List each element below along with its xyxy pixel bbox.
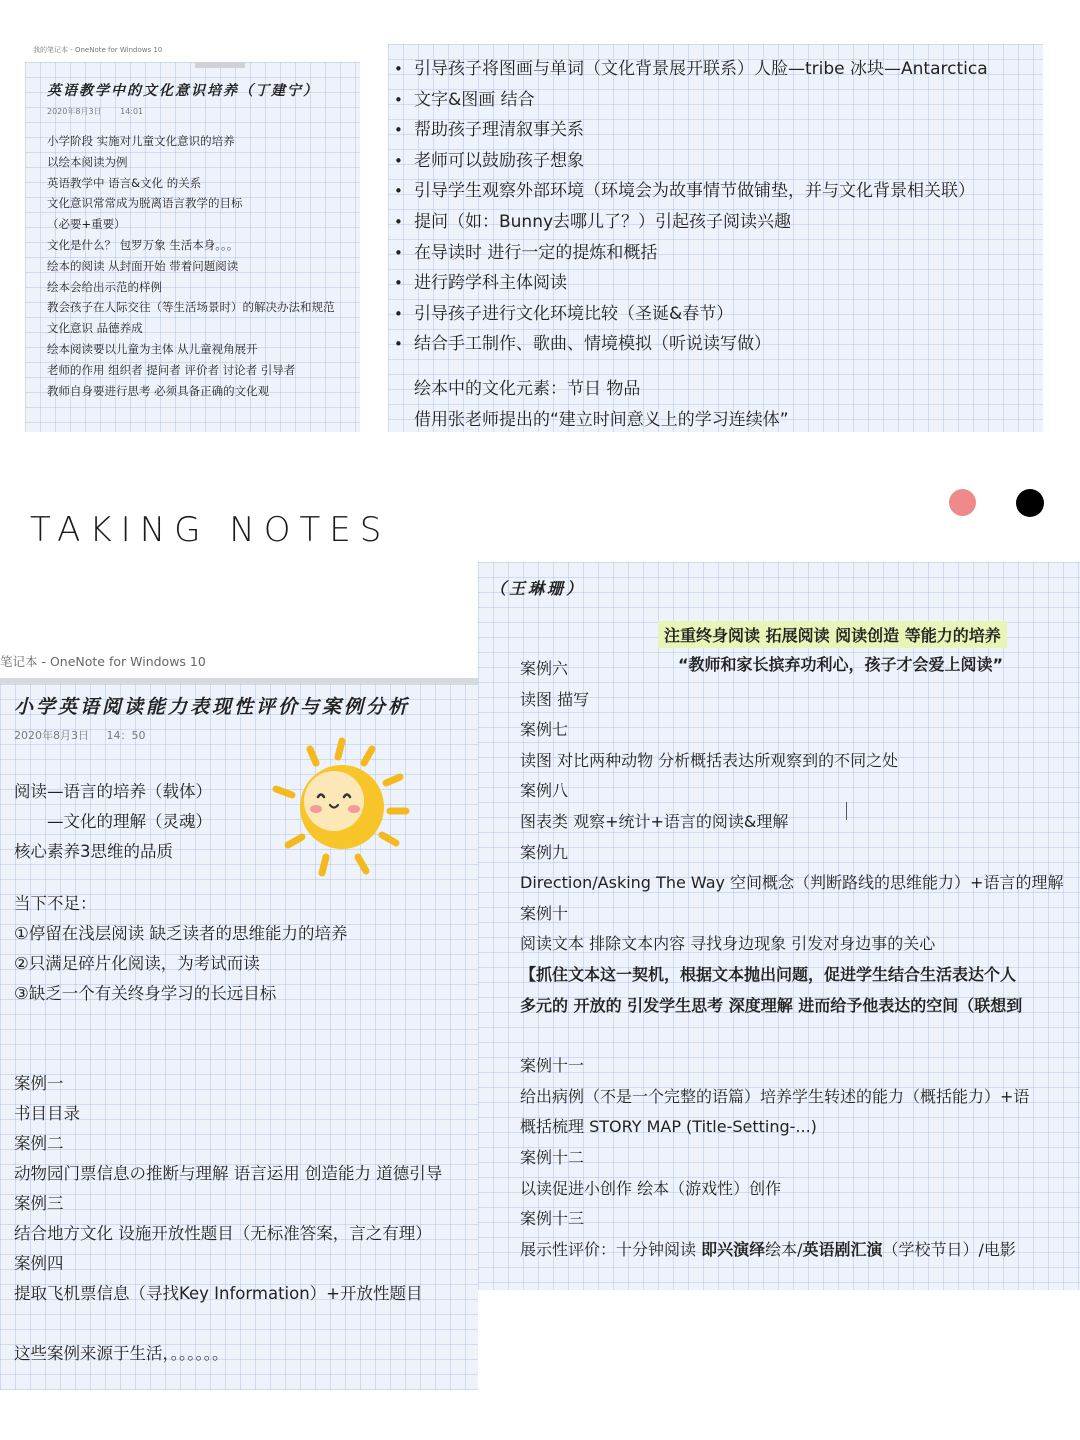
bullet-item: • 老师可以鼓励孩子想象 [394,146,1043,177]
page-meta [47,106,348,117]
note-line: 案例十一 [520,1056,585,1076]
note-line: 案例七 [520,720,569,740]
page-time: 14:01 [120,107,144,116]
quote-text: “教师和家长摈弃功利心，孩子才会爱上阅读” [678,655,1004,674]
page-title: 小学英语阅读能力表现性评价与案例分析 [14,696,411,718]
highlighted-text: 注重终身阅读 拓展阅读 阅读创造 等能力的培养 [658,621,1007,648]
note-line: 当下不足： [14,894,97,913]
onenote-window-title: 笔记本 - OneNote for Windows 10 [0,654,206,669]
note-line: 借用张老师提出的“建立时间意义上的学习连续体” [414,409,789,430]
note-line: 核心素养3思维的品质 [14,842,173,861]
note-line: 文化意识常常成为脱离语言教学的目标 [47,196,243,211]
sun-sticker-icon [268,735,416,883]
note-line: 阅读文本 排除文本内容 寻找身边现象 引发对身边事的关心 [520,934,936,954]
author-label: （王琳珊） [490,579,586,598]
note-line: 英语教学中 语言&文化 的关系 [47,175,202,190]
note-line: 教会孩子在人际交往（等生活场景时）的解决办法和规范 [47,300,335,315]
note-line: 绘本中的文化元素：节日 物品 [414,378,641,399]
note-line: 案例十二 [520,1147,585,1167]
note-line: 提取飞机票信息（寻找Key Information）+开放性题目 [14,1284,423,1303]
note-line: 阅读—语言的培养（载体） [14,782,212,801]
note-line: 老师的作用 组织者 提问者 评价者 讨论者 引导者 [47,362,296,377]
note-line: 案例十 [520,903,569,923]
note-line: 结合地方文化 设施开放性题目（无标准答案，言之有理） [14,1224,432,1243]
note-line: 案例一 [14,1074,64,1093]
note-panel-picture-book [388,44,1043,432]
note-line: 绘本的阅读 从封面开始 带着问题阅读 [47,258,239,273]
text-span-bold: 英语剧汇演 [802,1239,883,1259]
bullet-item: • 结合手工制作、歌曲、情境模拟（听说读写做） [394,329,1043,360]
note-line: 以读促进小创作 绘本（游戏性）创作 [520,1178,782,1198]
bullet-item: • 文字&图画 结合 [394,85,1043,116]
note-panel-culture-awareness [25,62,360,432]
note-line: 这些案例来源于生活，。。。。。。 [14,1344,229,1363]
text-span: （学校节日）/电影 [882,1239,1016,1259]
note-line: 案例三 [14,1194,64,1213]
page-date: 2020年8月3日 [47,107,102,116]
note-line: 图表类 观察+统计+语言的阅读&理解 [520,811,789,831]
note-line: 案例十三 [520,1209,585,1229]
bullet-item: • 引导学生观察外部环境（环境会为故事情节做铺垫，并与文化背景相关联） [394,176,1043,207]
note-line: 案例四 [14,1254,64,1273]
bullet-item: • 提问（如：Bunny去哪儿了？）引起孩子阅读兴趣 [394,207,1043,238]
note-line: Direction/Asking The Way 空间概念（判断路线的思维能力）+语言的理解 [520,873,1064,893]
bullet-list [394,54,1043,360]
text-span-bold: 即兴演绎 [701,1239,766,1259]
bullet-item: • 进行跨学科主体阅读 [394,268,1043,299]
note-line: （必要+重要） [47,217,126,232]
note-line: 案例八 [520,781,569,801]
text-span: 绘本/ [765,1239,803,1259]
note-body [47,131,348,401]
page-date: 2020年8月3日 [14,729,89,742]
pink-dot-decoration [949,489,976,516]
note-line-mixed [520,1235,1080,1266]
bullet-item: • 帮助孩子理清叙事关系 [394,115,1043,146]
note-line: 文化意识 品德养成 [47,321,143,336]
note-line: 绘本阅读要以儿童为主体 从儿童视角展开 [47,341,258,356]
note-line: 读图 对比两种动物 分析概括表达所观察到的不同之处 [520,750,899,770]
note-line: 动物园门票信息の推断与理解 语言运用 创造能力 道德引导 [14,1164,443,1183]
note-line: 案例六 [520,659,569,678]
note-line: ①停留在浅层阅读 缺乏读者的思维能力的培养 [14,924,348,943]
note-line: 教师自身要进行思考 必须具备正确的文化观 [47,383,270,398]
note-line: ③缺乏一个有关终身学习的长远目标 [14,984,277,1003]
bullet-item: • 在导读时 进行一定的提炼和概括 [394,238,1043,269]
note-line: 案例二 [14,1134,64,1153]
note-line: 书目目录 [14,1104,80,1123]
note-body [520,654,1080,1265]
bullet-item: • 引导孩子将图画与单词（文化背景展开联系）人脸—tribe 冰块—Antarctica [394,54,1043,85]
note-line-bold: 【抓住文本这一契机，根据文本抛出问题，促进学生结合生活表达个人 [520,964,1017,984]
note-line: 以绘本阅读为例 [47,154,128,169]
note-line: 小学阶段 实施对儿童文化意识的培养 [47,134,235,148]
note-line: 案例九 [520,842,569,862]
note-line-bold: 多元的 开放的 引发学生思考 深度理解 进而给予他表达的空间（联想到 [520,995,1023,1015]
window-drag-bar[interactable] [195,62,245,68]
page-title: 英语教学中的文化意识培养（丁建宁） [47,83,319,99]
bullet-item: • 引导孩子进行文化环境比较（圣诞&春节） [394,299,1043,330]
note-line: 给出病例（不是一个完整的语篇）培养学生转述的能力（概括能力）+语 [520,1086,1030,1106]
collage-heading: TAKING NOTES [30,510,391,550]
text-cursor [846,802,847,820]
note-panel-case-studies [478,562,1080,1290]
page-time: 14：50 [106,729,146,742]
black-dot-decoration [1016,489,1044,517]
note-line: 绘本会给出示范的样例 [47,279,162,294]
note-line: 概括梳理 STORY MAP (Title-Setting-...) [520,1117,817,1137]
onenote-window-title: 我的笔记本 - OneNote for Windows 10 [33,46,163,54]
note-line: 读图 描写 [520,689,590,709]
note-line: —文化的理解（灵魂） [14,812,212,831]
note-line: ②只满足碎片化阅读，为考试而读 [14,954,260,973]
note-line: 文化是什么？ 包罗万象 生活本身。。。 [47,237,239,252]
text-span: 展示性评价：十分钟阅读 [520,1239,702,1259]
